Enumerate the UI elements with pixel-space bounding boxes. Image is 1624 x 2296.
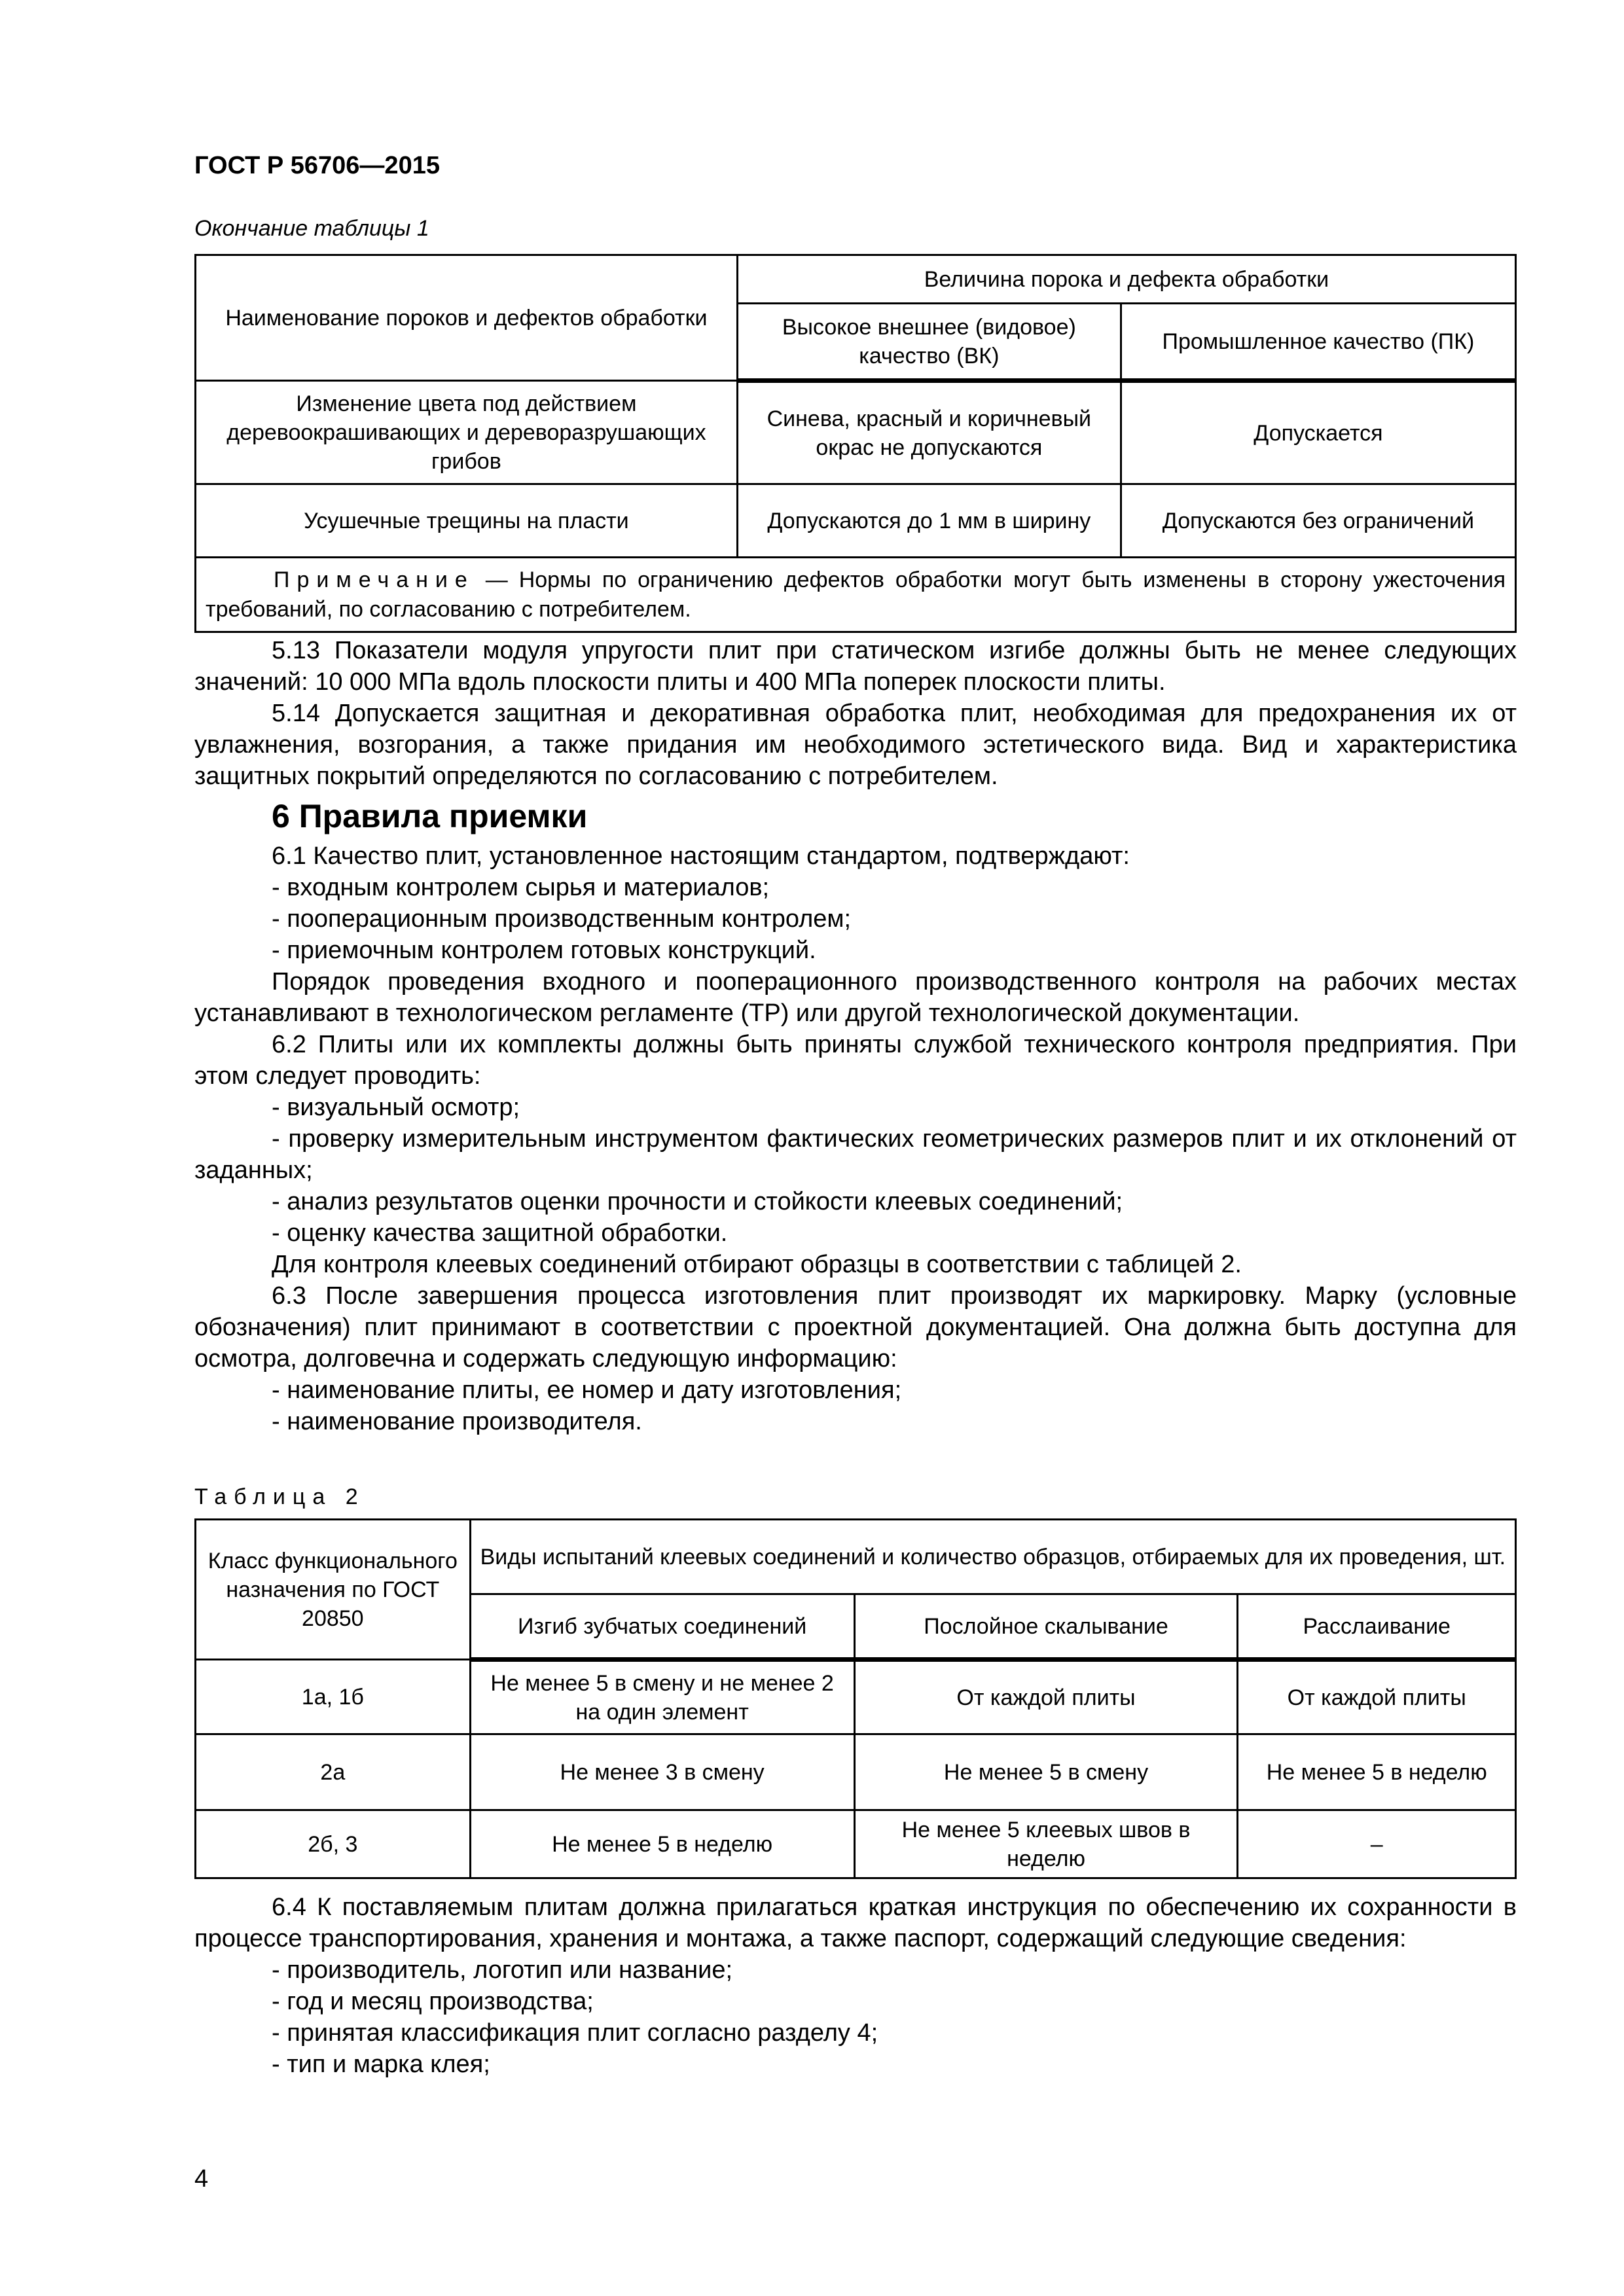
section-6-heading: 6 Правила приемки [272, 798, 588, 834]
note-label: Примечание [274, 567, 475, 592]
table1-header-vk: Высокое внешнее (видовое) качество (ВК) [737, 304, 1121, 381]
table-1 [194, 254, 1517, 633]
table1-note [196, 558, 1516, 632]
paragraph-6-1: 6.1 Качество плит, установленное настоящим стандартом, подтверждают: [272, 842, 1130, 870]
list-item: - входным контролем сырья и материалов; [272, 874, 770, 901]
table2-cell-shear: Не менее 5 в смену [854, 1734, 1238, 1810]
table2-header-bend: Изгиб зубчатых соединений [470, 1594, 854, 1660]
page-number: 4 [194, 2165, 209, 2193]
table2-cell-class: 2б, 3 [196, 1810, 471, 1878]
table1-header-pk: Промышленное качество (ПК) [1121, 304, 1515, 381]
paragraph-6-3: 6.3 После завершения процесса изготовления плит производят их маркировку. Марку (условные обозначения) плит принимают в соответствии с проектной документацией. Она должна быть доступна для осмотра, долговечна и содержать следующую информацию: [194, 1282, 1517, 1372]
table1-caption: Окончание таблицы 1 [194, 216, 429, 241]
list-item: - приемочным контролем готовых конструкций. [272, 937, 816, 964]
table2-caption: Таблица 2 [194, 1484, 365, 1509]
table2-cell-delam: Не менее 5 в неделю [1238, 1734, 1516, 1810]
table2-header-group: Виды испытаний клеевых соединений и количество образцов, отбираемых для их проведения, шт. [470, 1520, 1515, 1594]
list-item: - год и месяц производства; [272, 1988, 594, 2015]
table2-cell-delam: От каждой плиты [1238, 1660, 1516, 1734]
list-item: - наименование производителя. [272, 1408, 642, 1435]
table1-header-group: Величина порока и дефекта обработки [737, 255, 1515, 304]
table2-cell-shear: Не менее 5 клеевых швов в неделю [854, 1810, 1238, 1878]
table1-header-defect-name: Наименование пороков и дефектов обработки [196, 255, 738, 381]
paragraph-6-4: 6.4 К поставляемым плитам должна прилагаться краткая инструкция по обеспечению их сохранности в процессе транспортирования, хранения и монтажа, а также паспорт, содержащий следующие сведения: [194, 1893, 1517, 1952]
paragraph-6-2: 6.2 Плиты или их комплекты должны быть приняты службой технического контроля предприятия. При этом следует проводить: [194, 1031, 1517, 1090]
table1-cell-name: Изменение цвета под действием деревоокрашивающих и дереворазрушающих грибов [196, 381, 738, 484]
list-item: - проверку измерительным инструментом фактических геометрических размеров плит и их отклонений от заданных; [194, 1125, 1517, 1184]
note-text: — Нормы по ограничению дефектов обработки могут быть изменены в сторону ужесточения требований, по согласованию с потребителем. [206, 567, 1506, 622]
table2-cell-shear: От каждой плиты [854, 1660, 1238, 1734]
table1-cell-name: Усушечные трещины на пласти [196, 484, 738, 558]
table2-header-shear: Послойное скалывание [854, 1594, 1238, 1660]
list-item: - анализ результатов оценки прочности и стойкости клеевых соединений; [272, 1188, 1123, 1215]
table1-cell-pk: Допускается [1121, 381, 1515, 484]
table2-header-class: Класс функционального назначения по ГОСТ 20850 [196, 1520, 471, 1660]
list-item: - пооперационным производственным контролем; [272, 905, 852, 933]
document-header: ГОСТ Р 56706—2015 [194, 152, 440, 179]
paragraph-6-2b: Для контроля клеевых соединений отбирают образцы в соответствии с таблицей 2. [272, 1251, 1242, 1278]
list-item: - наименование плиты, ее номер и дату изготовления; [272, 1376, 902, 1404]
table1-cell-pk: Допускаются без ограничений [1121, 484, 1515, 558]
paragraph-5-13: 5.13 Показатели модуля упругости плит при статическом изгибе должны быть не менее следующих значений: 10 000 МПа вдоль плоскости плиты и 400 МПа поперек плоскости плиты. [194, 637, 1517, 696]
table-row [196, 484, 1516, 558]
table2-cell-bend: Не менее 3 в смену [470, 1734, 854, 1810]
table2-cell-class: 2а [196, 1734, 471, 1810]
table-row [196, 381, 1516, 484]
text-block-lower [194, 1892, 1517, 2080]
table2-cell-bend: Не менее 5 в неделю [470, 1810, 854, 1878]
list-item: - визуальный осмотр; [272, 1094, 520, 1121]
list-item: - производитель, логотип или название; [272, 1956, 733, 1984]
list-item: - принятая классификация плит согласно разделу 4; [272, 2019, 878, 2047]
table2-cell-bend: Не менее 5 в смену и не менее 2 на один элемент [470, 1660, 854, 1734]
table-row [196, 1660, 1516, 1734]
table2-header-delam: Расслаивание [1238, 1594, 1516, 1660]
list-item: - оценку качества защитной обработки. [272, 1219, 728, 1247]
table2-cell-class: 1а, 1б [196, 1660, 471, 1734]
table1-cell-vk: Допускаются до 1 мм в ширину [737, 484, 1121, 558]
paragraph-5-14: 5.14 Допускается защитная и декоративная обработка плит, необходимая для предохранения их от увлажнения, возгорания, а также придания им необходимого эстетического вида. Вид и характеристика защитных покрытий определяются по согласованию с потребителем. [194, 700, 1517, 790]
list-item: - тип и марка клея; [272, 2051, 490, 2078]
table-2 [194, 1518, 1517, 1879]
table-row [196, 1734, 1516, 1810]
text-block-upper [194, 635, 1517, 1437]
table-row [196, 1810, 1516, 1878]
table2-cell-delam: – [1238, 1810, 1516, 1878]
paragraph-6-1b: Порядок проведения входного и пооперационного производственного контроля на рабочих местах устанавливают в технологическом регламенте (ТР) или другой технологической документации. [194, 968, 1517, 1027]
table1-cell-vk: Синева, красный и коричневый окрас не допускаются [737, 381, 1121, 484]
